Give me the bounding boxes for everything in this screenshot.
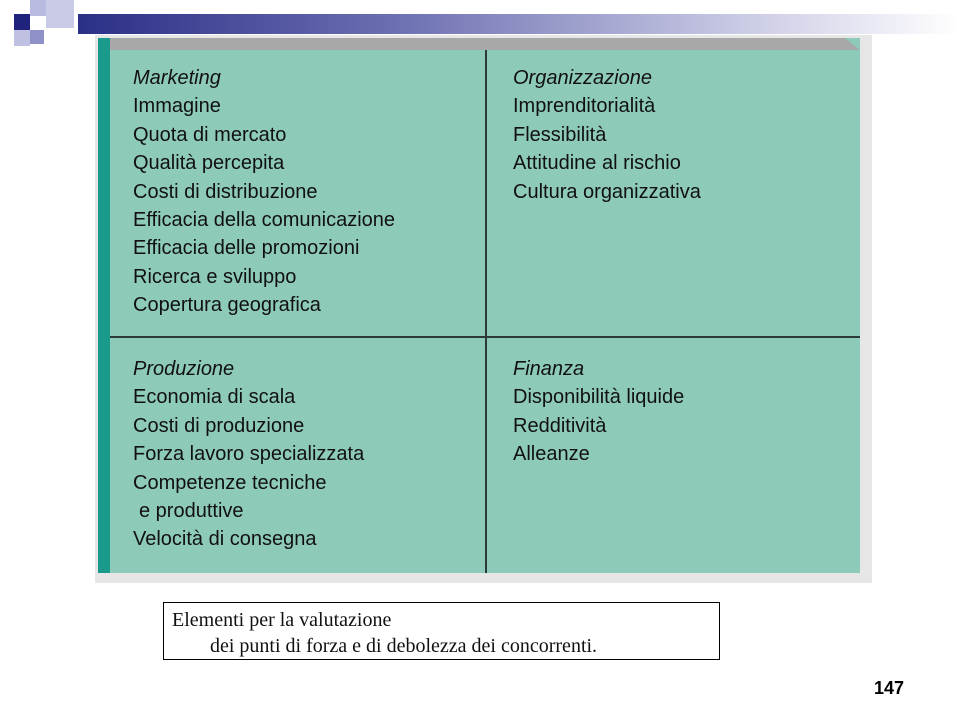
list-item: Copertura geografica bbox=[133, 294, 321, 317]
list-item: Efficacia delle promozioni bbox=[133, 237, 360, 260]
corner-square-light bbox=[46, 0, 74, 28]
list-item: Efficacia della comunicazione bbox=[133, 209, 396, 232]
list-item: Attitudine al rischio bbox=[513, 152, 681, 175]
quadrant-produzione bbox=[133, 355, 364, 554]
header-gradient-bar bbox=[78, 14, 960, 34]
quadrant-title: Finanza bbox=[513, 358, 585, 380]
corner-square-mid bbox=[30, 30, 44, 44]
list-item: Costi di distribuzione bbox=[133, 180, 318, 203]
diagram-top-edge bbox=[98, 38, 860, 50]
diagram-left-edge bbox=[98, 38, 110, 573]
list-item: Alleanze bbox=[513, 443, 590, 466]
vertical-divider bbox=[485, 50, 487, 573]
caption-line-2: dei punti di forza e di debolezza dei concorrenti. bbox=[210, 635, 598, 657]
quadrant-title: Organizzazione bbox=[513, 67, 652, 89]
list-item: Imprenditorialità bbox=[513, 95, 656, 118]
list-item: Velocità di consegna bbox=[133, 528, 317, 551]
quadrant-title: Marketing bbox=[133, 67, 221, 89]
page-number: 147 bbox=[873, 678, 904, 698]
caption-line-1: Elementi per la valutazione bbox=[172, 609, 392, 631]
horizontal-divider bbox=[110, 336, 860, 338]
quadrant-finanza bbox=[513, 355, 684, 469]
list-item: Forza lavoro specializzata bbox=[133, 443, 365, 466]
list-item: Economia di scala bbox=[133, 386, 296, 409]
quadrant-title: Produzione bbox=[133, 358, 235, 380]
list-item: Competenze tecniche bbox=[133, 471, 327, 494]
corner-square-light bbox=[14, 30, 30, 46]
list-item: Immagine bbox=[133, 95, 221, 118]
corner-square-dark bbox=[14, 14, 30, 30]
quadrant-organizzazione bbox=[513, 64, 701, 206]
list-item: e produttive bbox=[139, 500, 244, 523]
caption-box bbox=[163, 602, 720, 660]
list-item: Quota di mercato bbox=[133, 123, 287, 146]
quadrant-marketing bbox=[133, 64, 395, 320]
list-item: Costi di produzione bbox=[133, 414, 305, 437]
corner-square-light bbox=[30, 0, 46, 16]
list-item: Flessibilità bbox=[513, 123, 607, 146]
list-item: Qualità percepita bbox=[133, 152, 285, 175]
list-item: Redditività bbox=[513, 414, 607, 437]
list-item: Cultura organizzativa bbox=[513, 180, 701, 203]
list-item: Disponibilità liquide bbox=[513, 386, 685, 409]
list-item: Ricerca e sviluppo bbox=[133, 265, 297, 288]
